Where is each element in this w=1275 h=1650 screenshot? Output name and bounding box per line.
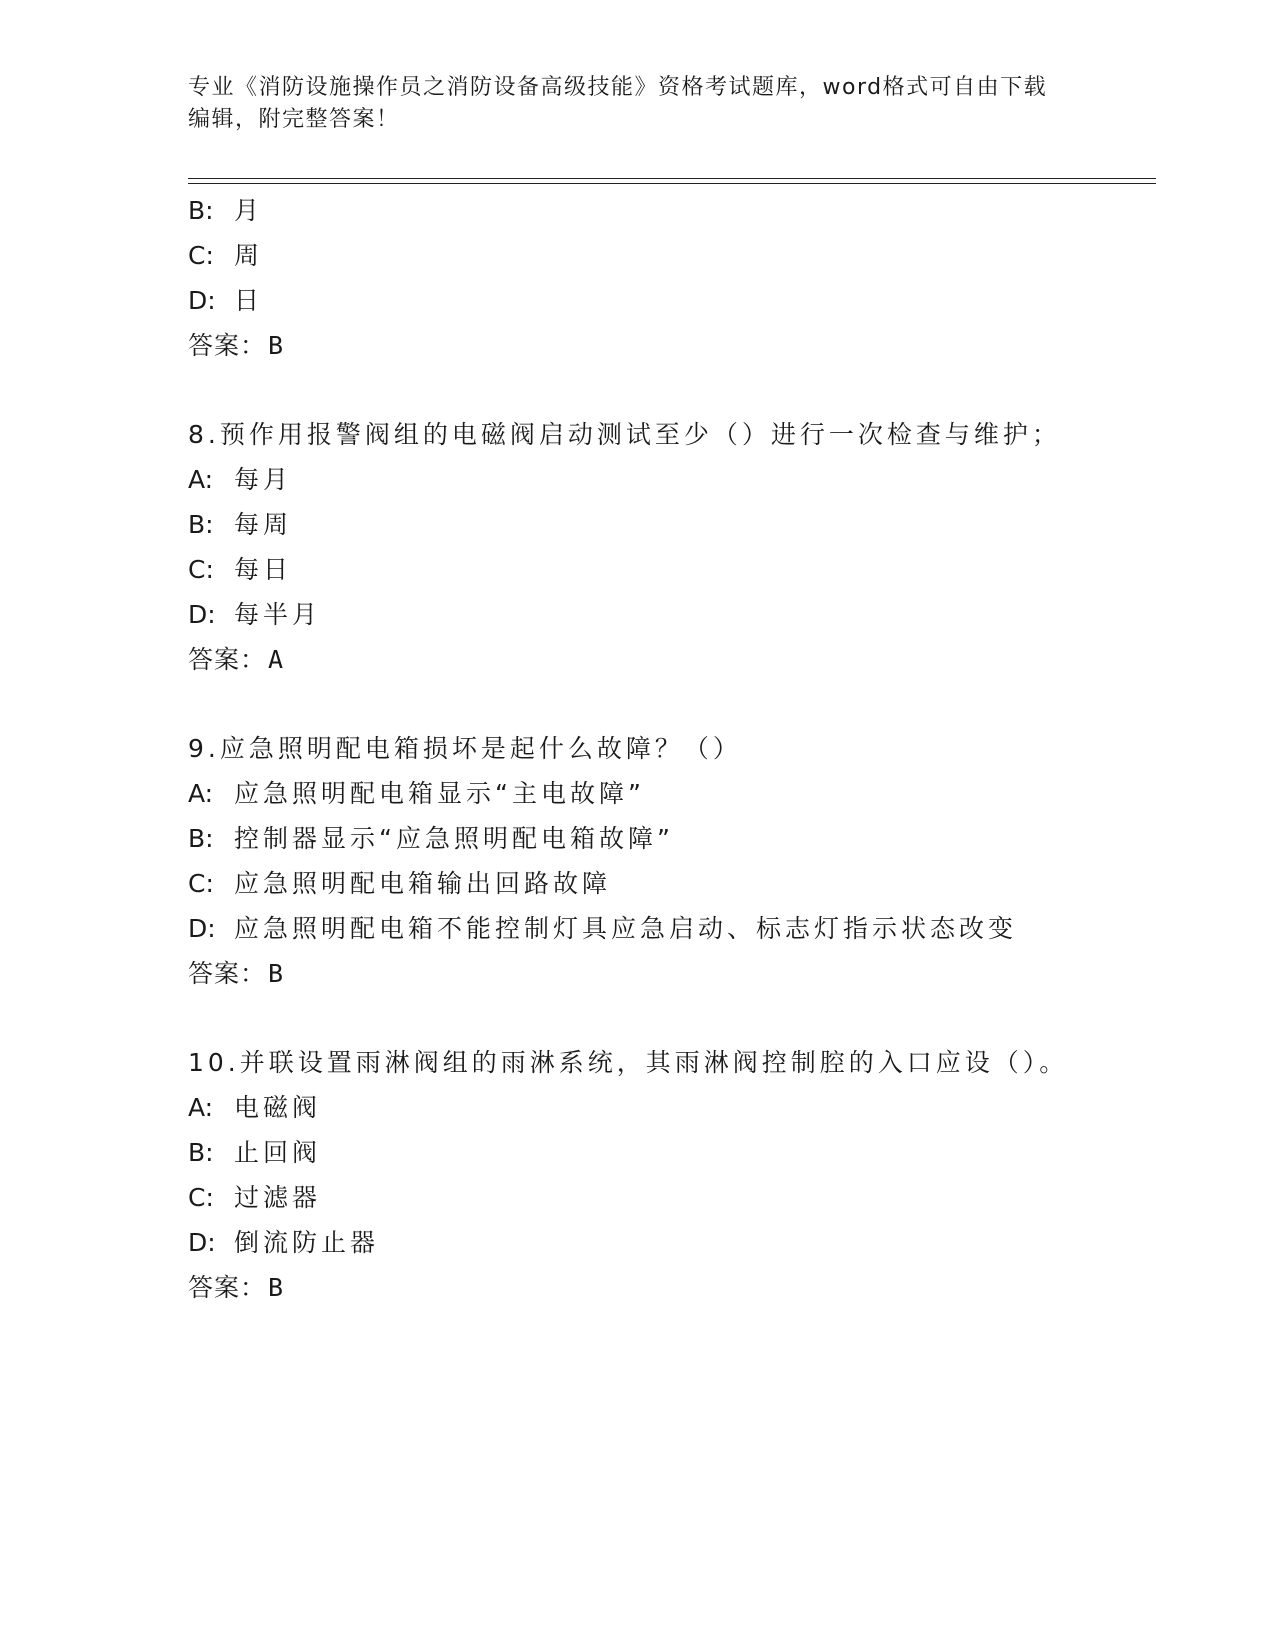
option-c: [188, 553, 292, 587]
question-stem: [188, 1046, 1068, 1080]
answer-line: [188, 957, 284, 991]
option-text: 倒流防止器: [234, 1228, 380, 1257]
option-c: [188, 867, 611, 901]
question-stem: [188, 732, 742, 766]
option-text: 每半月: [234, 600, 322, 629]
option-c: [188, 239, 263, 273]
option-letter: A:: [188, 779, 214, 808]
option-letter: C:: [188, 869, 214, 898]
option-letter: D:: [188, 286, 216, 315]
option-b: [188, 1136, 321, 1170]
answer-value: B: [268, 331, 285, 360]
question-text: 10.并联设置雨淋阀组的雨淋系统，其雨淋阀控制腔的入口应设（）。: [188, 1048, 1069, 1077]
option-text: 应急照明配电箱不能控制灯具应急启动、标志灯指示状态改变: [234, 914, 1018, 943]
option-letter: B:: [188, 824, 214, 853]
question-text: 8.预作用报警阀组的电磁阀启动测试至少（）进行一次检查与维护；: [188, 420, 1061, 449]
option-b: [188, 194, 263, 228]
option-text: 过滤器: [234, 1183, 322, 1212]
option-text: 日: [234, 286, 264, 315]
header-divider-double: [188, 183, 1156, 184]
answer-line: [188, 1271, 284, 1305]
answer-line: [188, 329, 284, 363]
option-text: 应急照明配电箱输出回路故障: [234, 869, 612, 898]
header-text: 专业《消防设施操作员之消防设备高级技能》资格考试题库，word格式可自由下载编辑，附完整答案！: [188, 75, 1048, 132]
option-letter: B:: [188, 510, 214, 539]
option-letter: C:: [188, 241, 214, 270]
option-a: [188, 463, 292, 497]
option-text: 月: [234, 196, 264, 225]
option-text: 每周: [234, 510, 293, 539]
option-letter: A:: [188, 1093, 214, 1122]
option-text: 控制器显示“应急照明配电箱故障”: [234, 824, 674, 853]
option-b: [188, 508, 292, 542]
option-d: [188, 912, 1017, 946]
page-header: [188, 72, 1068, 136]
option-text: 每日: [234, 555, 293, 584]
option-d: [188, 598, 321, 632]
header-divider: [188, 178, 1156, 179]
option-text: 周: [234, 241, 264, 270]
option-d: [188, 284, 263, 318]
option-letter: B:: [188, 196, 214, 225]
question-stem: [188, 418, 1061, 452]
answer-line: [188, 643, 284, 677]
option-c: [188, 1181, 321, 1215]
option-text: 电磁阀: [234, 1093, 322, 1122]
option-d: [188, 1226, 379, 1260]
option-text: 止回阀: [234, 1138, 322, 1167]
answer-label: 答案：: [188, 1273, 267, 1302]
answer-value: B: [268, 1273, 285, 1302]
option-letter: C:: [188, 555, 214, 584]
option-letter: C:: [188, 1183, 214, 1212]
answer-label: 答案：: [188, 331, 267, 360]
option-a: [188, 1091, 321, 1125]
answer-label: 答案：: [188, 645, 267, 674]
question-text: 9.应急照明配电箱损坏是起什么故障？（）: [188, 734, 742, 763]
answer-value: B: [268, 959, 285, 988]
option-letter: B:: [188, 1138, 214, 1167]
option-a: [188, 777, 645, 811]
option-letter: D:: [188, 914, 216, 943]
answer-value: A: [268, 645, 285, 674]
option-letter: D:: [188, 600, 216, 629]
option-letter: D:: [188, 1228, 216, 1257]
option-text: 每月: [234, 465, 293, 494]
option-text: 应急照明配电箱显示“主电故障”: [234, 779, 645, 808]
option-b: [188, 822, 674, 856]
option-letter: A:: [188, 465, 214, 494]
answer-label: 答案：: [188, 959, 267, 988]
